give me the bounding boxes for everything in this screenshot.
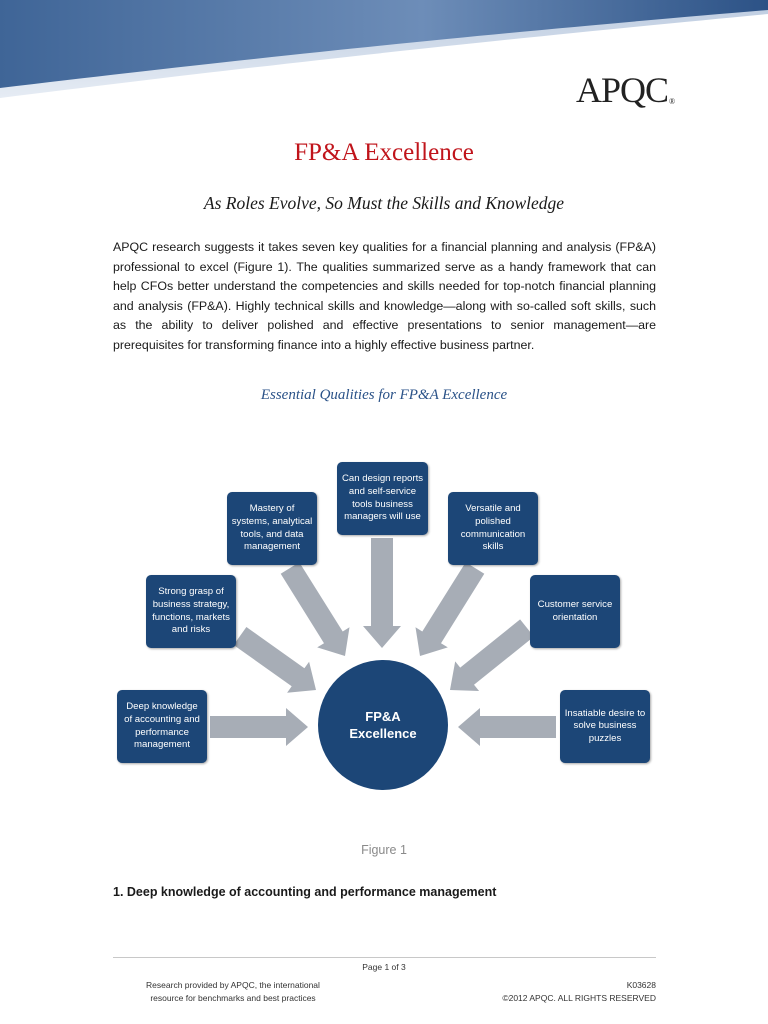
quality-box-systems: Mastery of systems, analytical tools, and data management [227,492,317,565]
arrow-accounting [210,708,308,746]
footer-attribution-line-1: Research provided by APQC, the international [146,980,320,990]
registered-mark: ® [669,97,675,106]
footer-attribution-line-2: resource for benchmarks and best practices [150,992,316,1003]
footer-rights [502,979,656,1004]
arrow-customer-service [450,619,534,691]
arrow-communication [416,562,485,656]
logo-text: APQC [576,70,669,110]
arrow-systems [281,562,350,656]
arrow-strategy [234,627,316,693]
quality-box-reports: Can design reports and self-service tools business managers will use [337,462,428,535]
diagram-title: Essential Qualities for FP&A Excellence [260,387,508,403]
quality-box-accounting: Deep knowledge of accounting and performance management [117,690,207,763]
page-subtitle: As Roles Evolve, So Must the Skills and Knowledge [203,193,565,213]
quality-box-puzzles: Insatiable desire to solve business puzzles [560,690,650,763]
arrow-reports [363,538,401,648]
intro-paragraph: APQC research suggests it takes seven key qualities for a financial planning and analysis (FP&A) professional to excel (Figure 1). The qualities summarized serve as a handy framework that can help CFOs better understand the competencies and skills needed for top-notch financial planning and analysis (FP&A). Highly technical skills and knowledge—along with so-called soft skills, such as the ability to deliver polished and effective presentations to senior management—are prerequisites for transforming finance into a highly effective business partner. [113,240,656,352]
figure-caption: Figure 1 [361,843,407,857]
page-title: FP&A Excellence [294,139,474,166]
section-heading: 1. Deep knowledge of accounting and performance management [113,885,497,899]
copyright-notice: ©2012 APQC. ALL RIGHTS RESERVED [502,992,656,1003]
arrow-puzzles [458,708,556,746]
quality-box-strategy: Strong grasp of business strategy, functions, markets and risks [146,575,236,648]
footer-attribution [113,979,353,1004]
quality-box-communication: Versatile and polished communication skills [448,492,538,565]
footer-divider [113,957,656,958]
center-label: FP&A Excellence [349,709,417,741]
document-code: K03628 [626,980,656,990]
page-number: Page 1 of 3 [362,962,406,972]
quality-box-customer-service: Customer service orientation [530,575,620,648]
